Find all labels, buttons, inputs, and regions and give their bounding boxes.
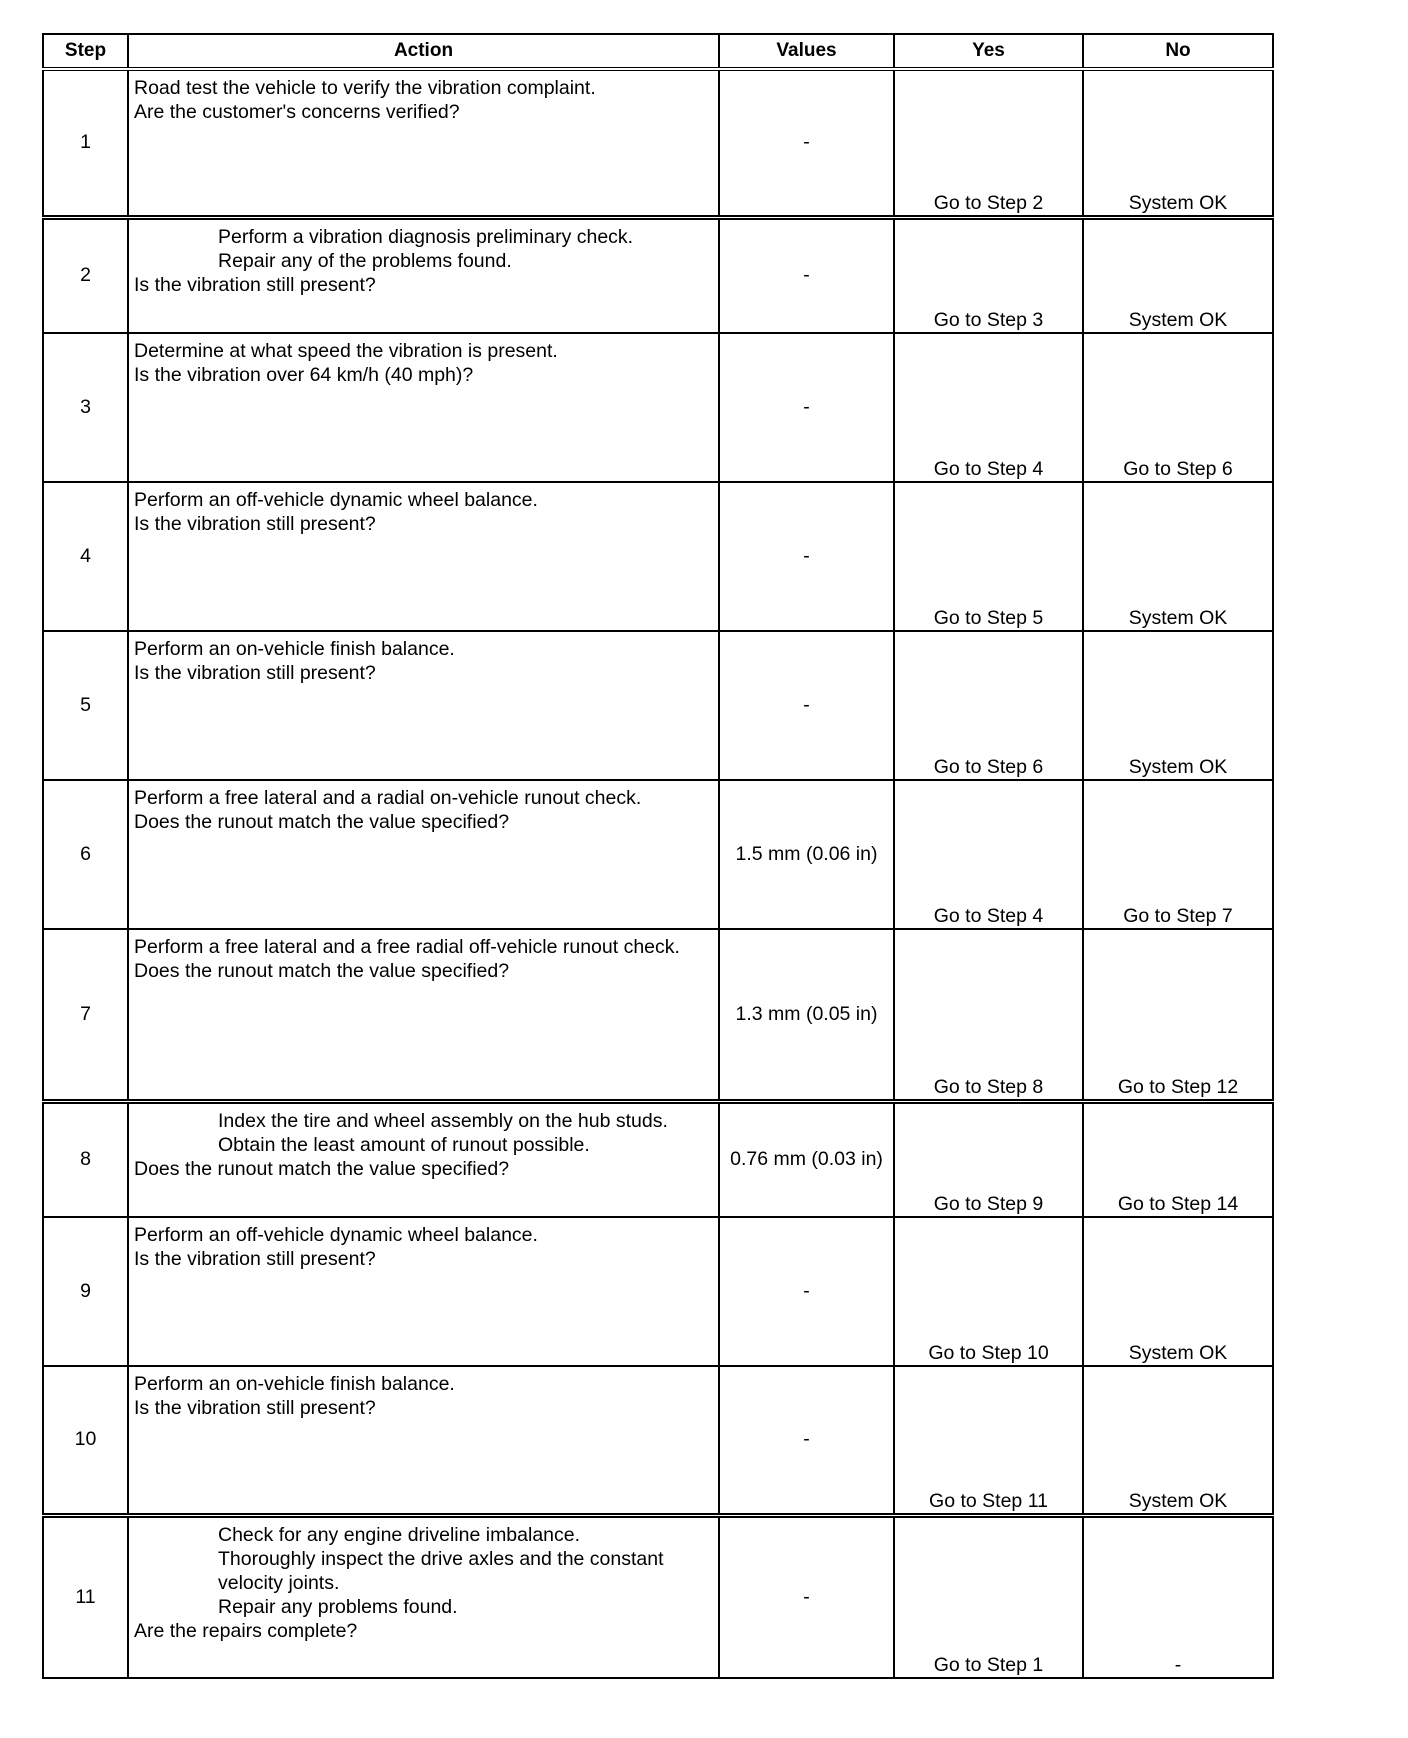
header-no: No <box>1083 34 1273 69</box>
action-line: Perform a free lateral and a radial on-vehicle runout check. <box>134 787 642 809</box>
table-row <box>43 780 1273 929</box>
no-result: Go to Step 14 <box>1083 1101 1273 1217</box>
yes-result: Go to Step 11 <box>894 1366 1083 1515</box>
action-instructions <box>134 339 714 363</box>
step-number: 9 <box>43 1217 128 1366</box>
spec-value: 0.76 mm (0.03 in) <box>719 1101 894 1217</box>
action-question: Does the runout match the value specified? <box>134 1157 510 1180</box>
action-question: Is the vibration over 64 km/h (40 mph)? <box>134 364 474 386</box>
action-line: Perform an on-vehicle finish balance. <box>134 1373 455 1395</box>
action-cell <box>128 333 719 482</box>
diagnostic-table <box>42 33 1274 1679</box>
action-cell <box>128 69 719 217</box>
spec-value: - <box>719 217 894 333</box>
action-line: Check for any engine driveline imbalance. <box>218 1523 581 1546</box>
table-row <box>43 1217 1273 1366</box>
action-question: Is the vibration still present? <box>134 513 376 535</box>
step-number: 2 <box>43 217 128 333</box>
action-question: Does the runout match the value specified? <box>134 960 510 982</box>
action-question: Are the repairs complete? <box>134 1619 358 1642</box>
spec-value: 1.3 mm (0.05 in) <box>719 929 894 1101</box>
spec-value: - <box>719 1515 894 1678</box>
yes-result: Go to Step 4 <box>894 333 1083 482</box>
action-line: Perform an off-vehicle dynamic wheel balance. <box>134 1224 538 1246</box>
action-instructions <box>134 1523 714 1619</box>
spec-value: - <box>719 482 894 631</box>
no-result: - <box>1083 1515 1273 1678</box>
step-number: 3 <box>43 333 128 482</box>
spec-value: - <box>719 333 894 482</box>
action-cell <box>128 1366 719 1515</box>
no-result: System OK <box>1083 1366 1273 1515</box>
header-row <box>43 34 1273 69</box>
action-cell <box>128 1515 719 1678</box>
no-result: System OK <box>1083 217 1273 333</box>
spec-value: - <box>719 1217 894 1366</box>
action-question: Does the runout match the value specified? <box>134 811 510 833</box>
table-row <box>43 929 1273 1101</box>
action-cell <box>128 929 719 1101</box>
header-values: Values <box>719 34 894 69</box>
no-result: System OK <box>1083 1217 1273 1366</box>
table-row <box>43 1101 1273 1217</box>
action-instructions <box>134 786 714 810</box>
action-line: Repair any of the problems found. <box>218 249 512 272</box>
action-cell <box>128 780 719 929</box>
yes-result: Go to Step 10 <box>894 1217 1083 1366</box>
step-number: 1 <box>43 69 128 217</box>
action-line: Thoroughly inspect the drive axles and the constant velocity joints. <box>218 1547 664 1594</box>
action-instructions <box>134 225 714 273</box>
yes-result: Go to Step 3 <box>894 217 1083 333</box>
yes-result: Go to Step 1 <box>894 1515 1083 1678</box>
step-number: 8 <box>43 1101 128 1217</box>
yes-result: Go to Step 4 <box>894 780 1083 929</box>
action-line: Repair any problems found. <box>218 1595 458 1618</box>
table-body <box>43 69 1273 1678</box>
yes-result: Go to Step 9 <box>894 1101 1083 1217</box>
table-row <box>43 631 1273 780</box>
action-line: Perform an on-vehicle finish balance. <box>134 638 455 660</box>
action-instructions <box>134 1223 714 1247</box>
action-instructions <box>134 488 714 512</box>
step-number: 5 <box>43 631 128 780</box>
action-instructions <box>134 1109 714 1157</box>
table-row <box>43 69 1273 217</box>
action-instructions <box>134 637 714 661</box>
header-action: Action <box>128 34 719 69</box>
yes-result: Go to Step 5 <box>894 482 1083 631</box>
action-line: Perform a vibration diagnosis preliminary check. <box>218 225 634 248</box>
step-number: 7 <box>43 929 128 1101</box>
header-step: Step <box>43 34 128 69</box>
action-line: Determine at what speed the vibration is present. <box>134 340 558 362</box>
action-question: Is the vibration still present? <box>134 1248 376 1270</box>
no-result: Go to Step 7 <box>1083 780 1273 929</box>
no-result: Go to Step 6 <box>1083 333 1273 482</box>
step-number: 10 <box>43 1366 128 1515</box>
action-line: Index the tire and wheel assembly on the hub studs. <box>218 1109 668 1132</box>
table-row <box>43 1515 1273 1678</box>
action-line: Perform a free lateral and a free radial off-vehicle runout check. <box>134 936 680 958</box>
no-result: System OK <box>1083 69 1273 217</box>
action-cell <box>128 631 719 780</box>
action-instructions <box>134 935 714 959</box>
action-line: Road test the vehicle to verify the vibration complaint. <box>134 77 596 99</box>
step-number: 11 <box>43 1515 128 1678</box>
no-result: Go to Step 12 <box>1083 929 1273 1101</box>
step-number: 4 <box>43 482 128 631</box>
action-question: Is the vibration still present? <box>134 1397 376 1419</box>
no-result: System OK <box>1083 482 1273 631</box>
action-question: Is the vibration still present? <box>134 662 376 684</box>
action-question: Is the vibration still present? <box>134 273 376 296</box>
action-line: Perform an off-vehicle dynamic wheel balance. <box>134 489 538 511</box>
spec-value: - <box>719 1366 894 1515</box>
spec-value: - <box>719 69 894 217</box>
action-cell <box>128 1101 719 1217</box>
step-number: 6 <box>43 780 128 929</box>
spec-value: - <box>719 631 894 780</box>
no-result: System OK <box>1083 631 1273 780</box>
spec-value: 1.5 mm (0.06 in) <box>719 780 894 929</box>
action-cell <box>128 482 719 631</box>
action-instructions <box>134 76 714 100</box>
action-cell <box>128 1217 719 1366</box>
header-yes: Yes <box>894 34 1083 69</box>
table-row <box>43 482 1273 631</box>
yes-result: Go to Step 8 <box>894 929 1083 1101</box>
action-question: Are the customer's concerns verified? <box>134 101 460 123</box>
table-row <box>43 333 1273 482</box>
yes-result: Go to Step 2 <box>894 69 1083 217</box>
action-line: Obtain the least amount of runout possible. <box>218 1133 590 1156</box>
action-cell <box>128 217 719 333</box>
table-row <box>43 217 1273 333</box>
table-row <box>43 1366 1273 1515</box>
yes-result: Go to Step 6 <box>894 631 1083 780</box>
action-instructions <box>134 1372 714 1396</box>
